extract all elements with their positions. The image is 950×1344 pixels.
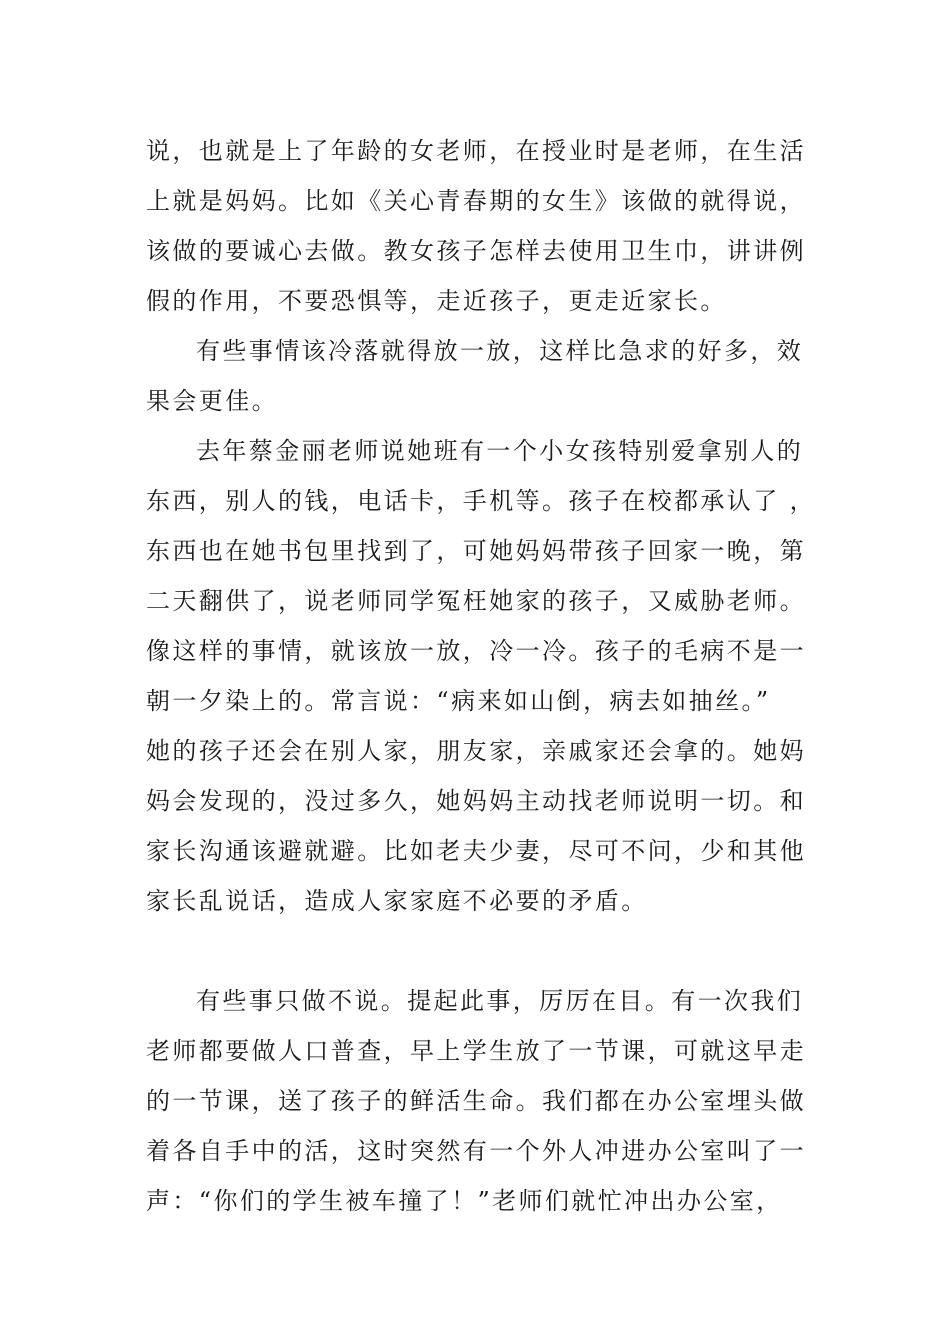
text-line: 老师都要做人口普查，早上学生放了一节课，可就这早走 xyxy=(146,1037,806,1065)
paragraph-first-line: 有些事情该冷落就得放一放，这样比急求的好多，效 xyxy=(196,337,804,365)
text-line: 妈会发现的，没过多久，她妈妈主动找老师说明一切。和 xyxy=(146,787,806,815)
paragraph-first-line: 去年蔡金丽老师说她班有一个小女孩特别爱拿别人的 xyxy=(196,437,804,465)
text-line: 家长乱说话，造成人家家庭不必要的矛盾。 xyxy=(146,887,648,915)
text-line: 东西也在她书包里找到了，可她妈妈带孩子回家一晚，第 xyxy=(146,537,806,565)
text-line: 的一节课，送了孩子的鲜活生命。我们都在办公室埋头做 xyxy=(146,1087,806,1115)
text-line: 上就是妈妈。比如《关心青春期的女生》该做的就得说， xyxy=(146,187,806,215)
text-line: 她的孩子还会在别人家，朋友家，亲戚家还会拿的。她妈 xyxy=(146,737,806,765)
text-line: 家长沟通该避就避。比如老夫少妻，尽可不问，少和其他 xyxy=(146,837,806,865)
text-line: 果会更佳。 xyxy=(146,387,278,415)
text-line: 朝一夕染上的。常言说：“病来如山倒，病去如抽丝。” xyxy=(146,687,771,715)
text-line: 东西，别人的钱，电话卡，手机等。孩子在校都承认了 ， xyxy=(146,487,816,515)
text-line: 假的作用，不要恐惧等，走近孩子，更走近家长。 xyxy=(146,287,727,315)
text-line: 着各自手中的活，这时突然有一个外人冲进办公室叫了一 xyxy=(146,1137,806,1165)
text-line: 声：“你们的学生被车撞了！”老师们就忙冲出办公室， xyxy=(146,1187,783,1215)
text-line: 像这样的事情，就该放一放，冷一冷。孩子的毛病不是一 xyxy=(146,637,806,665)
paragraph-first-line: 有些事只做不说。提起此事，厉厉在目。有一次我们 xyxy=(196,987,804,1015)
text-line: 该做的要诚心去做。教女孩子怎样去使用卫生巾，讲讲例 xyxy=(146,237,806,265)
text-line: 二天翻供了，说老师同学冤枉她家的孩子，又威胁老师。 xyxy=(146,587,806,615)
text-line: 说，也就是上了年龄的女老师，在授业时是老师，在生活 xyxy=(146,137,806,165)
